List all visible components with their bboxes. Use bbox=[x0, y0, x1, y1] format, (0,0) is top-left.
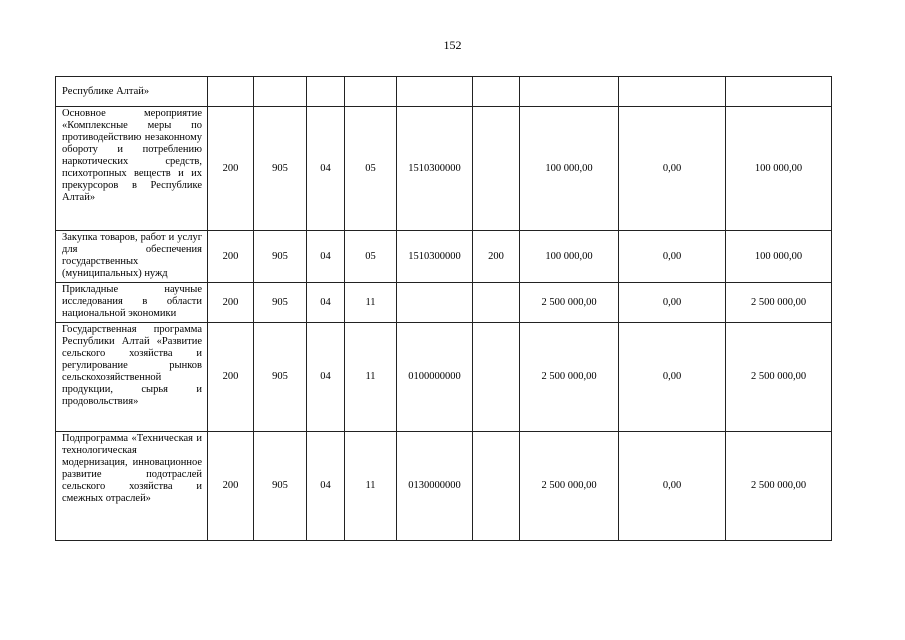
cell-amount-total: 2 500 000,00 bbox=[726, 432, 832, 541]
cell-amount-plan: 100 000,00 bbox=[520, 107, 619, 231]
cell-amount-plan: 2 500 000,00 bbox=[520, 323, 619, 432]
cell-target-article: 1510300000 bbox=[397, 231, 473, 283]
cell-amount-plan: 2 500 000,00 bbox=[520, 432, 619, 541]
cell-amount-plan: 100 000,00 bbox=[520, 231, 619, 283]
table-row bbox=[56, 107, 832, 231]
row-name: Основное мероприятие «Комплексные меры по противодействию незаконному обороту и потреблению наркотических средств, психотропных веществ и их прекурсоров в Республике Алтай» bbox=[56, 107, 208, 231]
cell-subsection: 11 bbox=[345, 283, 397, 323]
cell-chapter bbox=[208, 77, 254, 107]
cell-expense-type bbox=[473, 77, 520, 107]
cell-amount-change: 0,00 bbox=[619, 323, 726, 432]
cell-amount-total: 2 500 000,00 bbox=[726, 283, 832, 323]
row-name: Государственная программа Республики Алтай «Развитие сельского хозяйства и регулирование рынков сельскохозяйственной продукции, сырья и продовольствия» bbox=[56, 323, 208, 432]
row-name: Прикладные научные исследования в области национальной экономики bbox=[56, 283, 208, 323]
cell-chapter: 200 bbox=[208, 231, 254, 283]
cell-chapter: 200 bbox=[208, 107, 254, 231]
cell-amount-plan: 2 500 000,00 bbox=[520, 283, 619, 323]
cell-target-article: 0100000000 bbox=[397, 323, 473, 432]
cell-amount-total: 100 000,00 bbox=[726, 231, 832, 283]
row-name: Закупка товаров, работ и услуг для обеспечения государственных (муниципальных) нужд bbox=[56, 231, 208, 283]
cell-ministry: 905 bbox=[254, 283, 307, 323]
cell-expense-type bbox=[473, 283, 520, 323]
cell-amount-change bbox=[619, 77, 726, 107]
cell-section: 04 bbox=[307, 323, 345, 432]
cell-amount-change: 0,00 bbox=[619, 432, 726, 541]
cell-section bbox=[307, 77, 345, 107]
budget-table bbox=[55, 76, 832, 541]
table-row bbox=[56, 231, 832, 283]
cell-ministry bbox=[254, 77, 307, 107]
cell-section: 04 bbox=[307, 107, 345, 231]
table-row bbox=[56, 323, 832, 432]
cell-expense-type bbox=[473, 323, 520, 432]
cell-target-article: 0130000000 bbox=[397, 432, 473, 541]
cell-expense-type bbox=[473, 432, 520, 541]
cell-chapter: 200 bbox=[208, 283, 254, 323]
cell-target-article: 1510300000 bbox=[397, 107, 473, 231]
cell-section: 04 bbox=[307, 432, 345, 541]
cell-amount-total: 100 000,00 bbox=[726, 107, 832, 231]
cell-ministry: 905 bbox=[254, 231, 307, 283]
cell-target-article bbox=[397, 283, 473, 323]
cell-subsection: 11 bbox=[345, 432, 397, 541]
cell-section: 04 bbox=[307, 231, 345, 283]
cell-ministry: 905 bbox=[254, 323, 307, 432]
row-name: Республике Алтай» bbox=[56, 77, 208, 107]
cell-amount-plan bbox=[520, 77, 619, 107]
cell-chapter: 200 bbox=[208, 432, 254, 541]
cell-amount-change: 0,00 bbox=[619, 283, 726, 323]
table-row bbox=[56, 283, 832, 323]
cell-amount-total: 2 500 000,00 bbox=[726, 323, 832, 432]
cell-section: 04 bbox=[307, 283, 345, 323]
cell-subsection: 05 bbox=[345, 231, 397, 283]
page-number: 152 bbox=[443, 38, 462, 52]
cell-amount-change: 0,00 bbox=[619, 107, 726, 231]
cell-subsection bbox=[345, 77, 397, 107]
cell-subsection: 11 bbox=[345, 323, 397, 432]
cell-expense-type: 200 bbox=[473, 231, 520, 283]
table-row bbox=[56, 432, 832, 541]
cell-chapter: 200 bbox=[208, 323, 254, 432]
cell-expense-type bbox=[473, 107, 520, 231]
row-name: Подпрограмма «Техническая и технологическая модернизация, инновационное развитие подотраслей сельского хозяйства и смежных отраслей» bbox=[56, 432, 208, 541]
cell-target-article bbox=[397, 77, 473, 107]
cell-amount-total bbox=[726, 77, 832, 107]
cell-ministry: 905 bbox=[254, 432, 307, 541]
cell-amount-change: 0,00 bbox=[619, 231, 726, 283]
table-row bbox=[56, 77, 832, 107]
cell-ministry: 905 bbox=[254, 107, 307, 231]
cell-subsection: 05 bbox=[345, 107, 397, 231]
